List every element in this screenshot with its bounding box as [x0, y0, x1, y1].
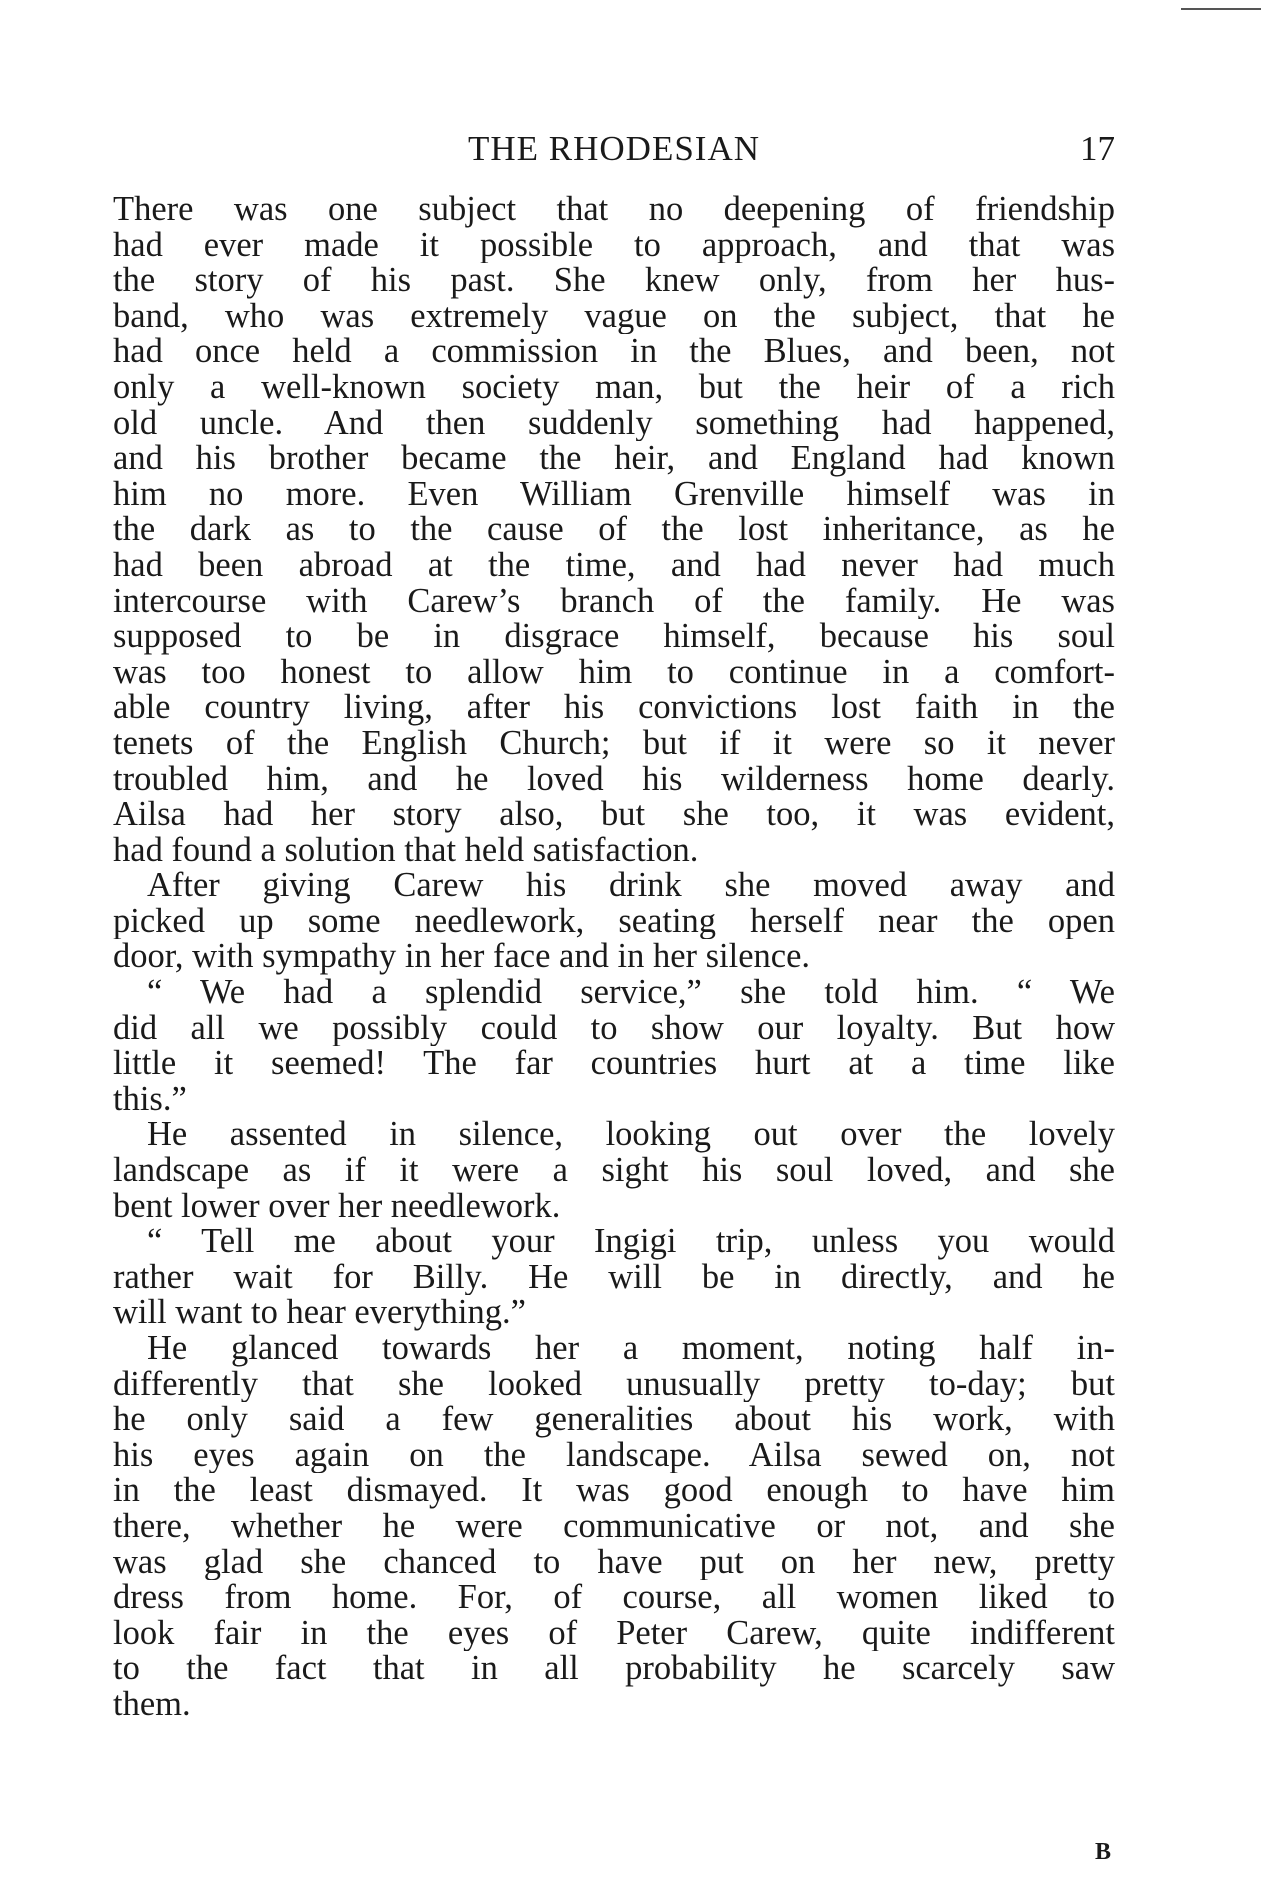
text-line: was glad she chanced to have put on her new, pretty	[113, 1544, 1115, 1581]
text-line: had ever made it possible to approach, and that was	[113, 227, 1115, 264]
text-line: bent lower over her needlework.	[113, 1188, 561, 1225]
text-line: was too honest to allow him to continue in a comfort-	[113, 654, 1115, 691]
text-line: supposed to be in disgrace himself, because his soul	[113, 619, 1115, 655]
text-line: there, whether he were communicative or not, and she	[113, 1508, 1115, 1545]
text-line: He glanced towards her a moment, noting half in-	[147, 1331, 1115, 1367]
text-line: landscape as if it were a sight his soul loved, and she	[113, 1153, 1115, 1189]
page-number: 17	[1080, 129, 1115, 168]
text-line: intercourse with Carew’s branch of the family. He was	[113, 583, 1115, 620]
text-line: to the fact that in all probability he scarcely saw	[113, 1651, 1115, 1687]
text-line: and his brother became the heir, and England had known	[113, 441, 1115, 477]
text-line: differently that she looked unusually pretty to-day; but	[113, 1366, 1115, 1403]
text-line: “ Tell me about your Ingigi trip, unless you would	[147, 1224, 1115, 1260]
text-line: Ailsa had her story also, but she too, it was evident,	[113, 797, 1115, 833]
text-line: only a well-known society man, but the heir of a rich	[113, 369, 1115, 406]
corner-rule	[1181, 8, 1261, 10]
page-header	[113, 125, 1115, 173]
text-line: “ We had a splendid service,” she told him. “ We	[147, 975, 1115, 1011]
text-line: he only said a few generalities about his work, with	[113, 1402, 1115, 1438]
text-line: old uncle. And then suddenly something had happened,	[113, 405, 1115, 442]
text-line: able country living, after his convictions lost faith in the	[113, 690, 1115, 726]
text-line: band, who was extremely vague on the subject, that he	[113, 298, 1115, 335]
text-line: dress from home. For, of course, all women liked to	[113, 1580, 1115, 1616]
text-line: After giving Carew his drink she moved away and	[147, 868, 1115, 904]
text-line: the story of his past. She knew only, from her hus-	[113, 263, 1115, 299]
signature-mark: B	[1094, 1839, 1111, 1865]
text-line: tenets of the English Church; but if it were so it never	[113, 725, 1115, 762]
text-line: in the least dismayed. It was good enough to have him	[113, 1473, 1115, 1509]
text-line: had been abroad at the time, and had never had much	[113, 547, 1115, 584]
text-line: the dark as to the cause of the lost inheritance, as he	[113, 512, 1115, 548]
text-line: troubled him, and he loved his wilderness home dearly.	[113, 761, 1115, 798]
text-line: little it seemed! The far countries hurt at a time like	[113, 1046, 1115, 1082]
text-line: He assented in silence, looking out over the lovely	[147, 1117, 1115, 1154]
text-line: rather wait for Billy. He will be in directly, and he	[113, 1259, 1115, 1296]
text-line: did all we possibly could to show our loyalty. But how	[113, 1010, 1115, 1047]
text-line: look fair in the eyes of Peter Carew, quite indifferent	[113, 1615, 1115, 1652]
running-title: THE RHODESIAN	[467, 129, 760, 168]
text-line: will want to hear everything.”	[113, 1295, 526, 1331]
text-line: had found a solution that held satisfaction.	[113, 832, 699, 869]
text-line: picked up some needlework, seating herself near the open	[113, 903, 1115, 940]
text-line: There was one subject that no deepening of friendship	[113, 192, 1115, 228]
text-line: them.	[113, 1686, 191, 1723]
text-line: him no more. Even William Grenville himself was in	[113, 476, 1115, 513]
body-text	[113, 192, 1115, 1723]
text-line: his eyes again on the landscape. Ailsa sewed on, not	[113, 1437, 1115, 1474]
text-line: this.”	[113, 1081, 187, 1118]
text-line: had once held a commission in the Blues, and been, not	[113, 334, 1115, 370]
text-line: door, with sympathy in her face and in her silence.	[113, 939, 811, 976]
